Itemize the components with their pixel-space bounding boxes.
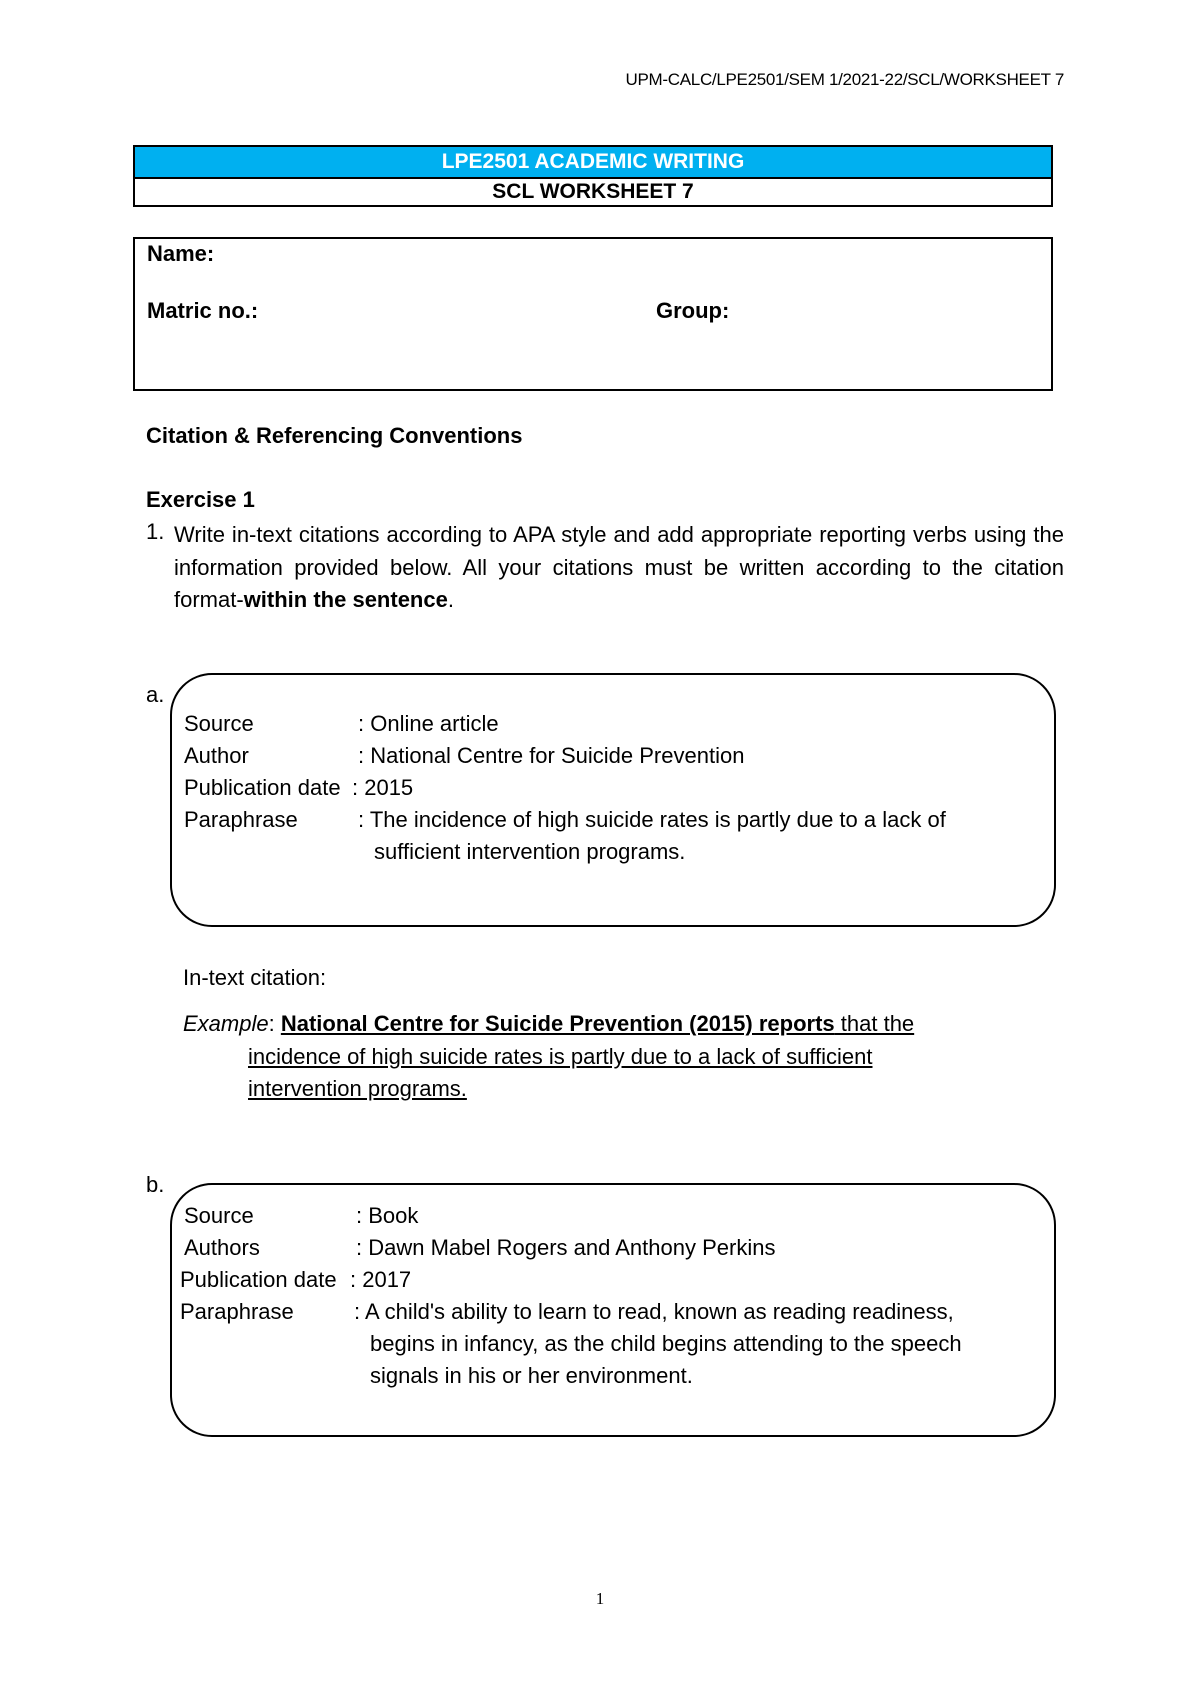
item-a-author-label: Author: [184, 743, 249, 768]
item-b-author-value: : Dawn Mabel Rogers and Anthony Perkins: [356, 1235, 776, 1260]
title-box: [133, 145, 1053, 207]
item-b-source-value: : Book: [356, 1203, 419, 1228]
example-line1-rest: that the: [834, 1011, 915, 1036]
group-label: Group:: [656, 298, 730, 323]
example-bold-citation: National Centre for Suicide Prevention (2015) reports: [280, 1011, 835, 1036]
item-b-letter: b.: [146, 1172, 165, 1197]
intext-citation-label: In-text citation:: [183, 965, 327, 990]
instruction-end: .: [447, 587, 454, 612]
instruction-number: 1.: [146, 519, 165, 544]
exercise-title: Exercise 1: [146, 487, 255, 512]
item-a-source-label: Source: [184, 711, 254, 736]
example-colon: :: [268, 1011, 275, 1036]
item-a-author-value: : National Centre for Suicide Prevention: [358, 743, 745, 768]
item-a-date-value: : 2015: [352, 775, 414, 800]
item-b-paraphrase-label: Paraphrase: [180, 1299, 294, 1324]
example-citation: [183, 1008, 1013, 1106]
course-title: LPE2501 ACADEMIC WRITING: [135, 147, 1051, 179]
item-b-box: [170, 1183, 1056, 1437]
item-a-paraphrase-line2: sufficient intervention programs.: [374, 839, 686, 864]
instruction-text: [174, 519, 1064, 617]
item-b-date-label: Publication date: [180, 1267, 337, 1292]
item-b-author-label: Authors: [184, 1235, 260, 1260]
item-b-paraphrase-line3: signals in his or her environment.: [370, 1363, 693, 1388]
page-number: 1: [595, 1589, 605, 1608]
example-label: Example: [183, 1011, 269, 1036]
item-a-paraphrase-label: Paraphrase: [184, 807, 298, 832]
example-line2: incidence of high suicide rates is partly due to a lack of sufficient: [248, 1043, 873, 1069]
section-title: Citation & Referencing Conventions: [146, 423, 523, 448]
item-b-paraphrase-line2: begins in infancy, as the child begins attending to the speech: [370, 1331, 962, 1356]
item-a-letter: a.: [146, 682, 165, 707]
example-line3: intervention programs.: [248, 1076, 467, 1101]
header-document-code: UPM-CALC/LPE2501/SEM 1/2021-22/SCL/WORKSHEET 7: [625, 70, 1064, 89]
name-label: Name:: [147, 241, 215, 266]
item-a-source-value: : Online article: [358, 711, 499, 736]
item-a-paraphrase-line1: : The incidence of high suicide rates is partly due to a lack of: [358, 807, 946, 832]
instruction-emphasis: within the sentence: [243, 587, 448, 612]
worksheet-title: SCL WORKSHEET 7: [492, 180, 694, 203]
item-a-box: [170, 673, 1056, 927]
item-b-paraphrase-line1: : A child's ability to learn to read, known as reading readiness,: [354, 1299, 954, 1324]
instruction-start: Write in-text citations according to APA style and add appropriate reporting verbs using the information provided below. All your citations must be written according to the citation format-: [174, 522, 1064, 612]
matric-label: Matric no.:: [147, 298, 259, 323]
item-b-date-value: : 2017: [350, 1267, 412, 1292]
student-info-box: [133, 237, 1053, 391]
item-a-date-label: Publication date: [184, 775, 341, 800]
item-b-source-label: Source: [184, 1203, 254, 1228]
